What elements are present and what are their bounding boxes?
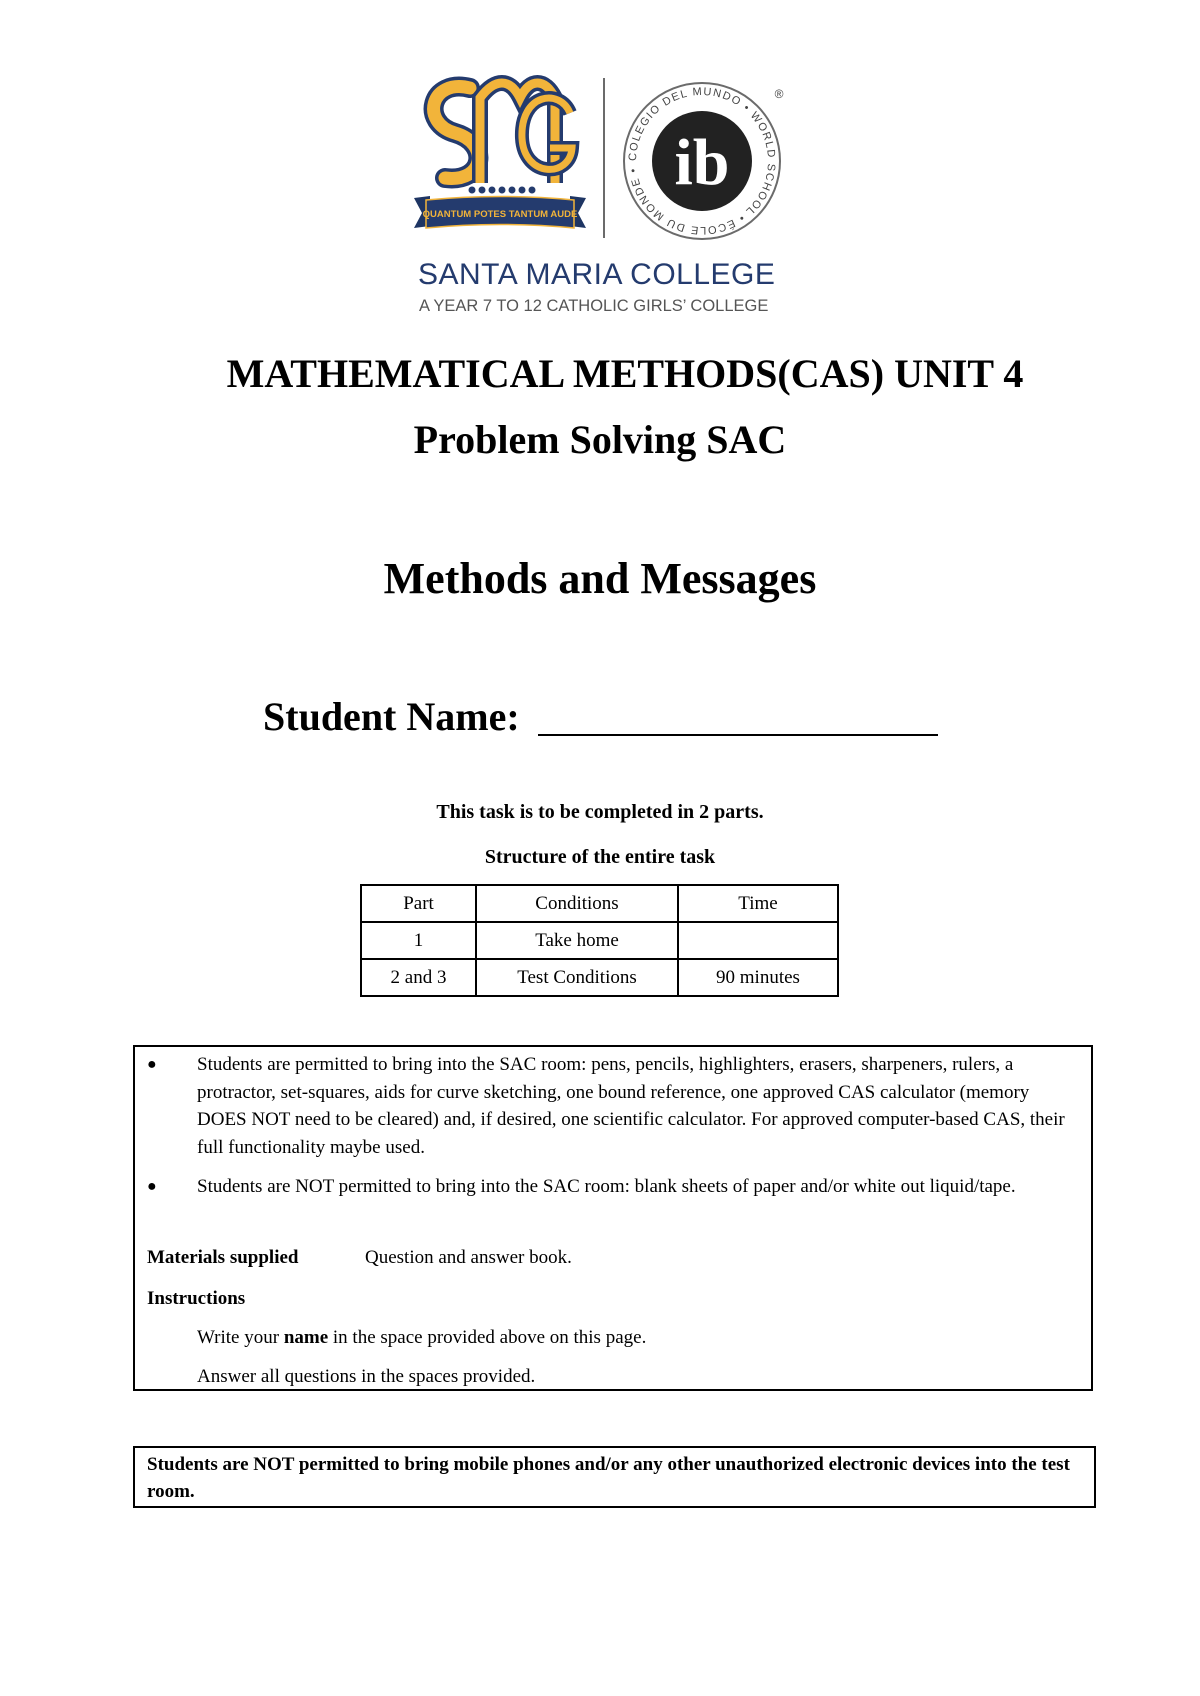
table-cell-time — [678, 922, 838, 959]
instruction-emphasis: all — [260, 1366, 280, 1387]
table-row — [361, 922, 838, 959]
instructions-heading: Instructions — [147, 1288, 246, 1309]
table-row — [361, 959, 838, 996]
instruction-text: questions in the spaces provided. — [279, 1366, 536, 1387]
smc-crest-logo — [410, 68, 590, 243]
column-header-part: Part — [361, 885, 476, 922]
logo-divider — [603, 78, 605, 238]
rule-text: Students are permitted to bring into the SAC room: pens, pencils, highlighters, erasers, sharpeners, rulers, a protractor, set-squares, aids for curve sketching, one bound reference, one approved CAS calculator (memory DOES NOT need to be cleared) and, if desired, one scientific calculator. For approved computer-based CAS, their full functionality maybe used. — [197, 1054, 1065, 1158]
rules-box — [133, 1045, 1093, 1391]
instruction-text: Write your — [197, 1327, 284, 1348]
instruction-text: Answer — [197, 1366, 261, 1387]
registered-mark: ® — [774, 87, 784, 101]
ib-ring-text: COLEGIO DEL MUNDO • WORLD SCHOOL • ÉCOLE DU MONDE • — [626, 85, 778, 237]
college-name: SANTA MARIA COLLEGE — [418, 258, 776, 291]
ib-world-school-seal — [617, 76, 787, 246]
ib-mark: ib — [674, 126, 730, 199]
materials-row — [147, 1244, 572, 1272]
structure-heading: Structure of the entire task — [484, 846, 716, 868]
table-cell-conditions: Test Conditions — [476, 959, 678, 996]
table-header-row — [361, 885, 838, 922]
instruction-text: in the space provided above on this page. — [328, 1327, 647, 1348]
materials-value: Question and answer book. — [365, 1247, 572, 1268]
crest-motto: QUANTUM POTES TANTUM AUDE — [422, 209, 578, 220]
sub-title: Problem Solving SAC — [413, 417, 787, 462]
main-title: MATHEMATICAL METHODS(CAS) UNIT 4 — [226, 351, 1024, 396]
structure-table — [360, 884, 839, 997]
instruction-item — [197, 1363, 535, 1391]
table-cell-conditions: Take home — [476, 922, 678, 959]
materials-label: Materials supplied — [147, 1247, 299, 1268]
parts-note: This task is to be completed in 2 parts. — [436, 801, 764, 823]
bullet-icon: ● — [147, 1056, 157, 1073]
student-name-label: Student Name: — [263, 694, 520, 739]
rule-text: Students are NOT permitted to bring into the SAC room: blank sheets of paper and/or white out liquid/tape. — [197, 1176, 1016, 1197]
student-name-field[interactable] — [538, 734, 938, 736]
column-header-time: Time — [678, 885, 838, 922]
college-logo — [410, 68, 790, 328]
instruction-item — [197, 1324, 646, 1352]
table-cell-time: 90 minutes — [678, 959, 838, 996]
electronic-devices-warning: Students are NOT permitted to bring mobile phones and/or any other unauthorized electronic devices into the test room. — [133, 1446, 1096, 1508]
column-header-conditions: Conditions — [476, 885, 678, 922]
college-tagline: A YEAR 7 TO 12 CATHOLIC GIRLS’ COLLEGE — [419, 297, 769, 315]
table-cell-part: 2 and 3 — [361, 959, 476, 996]
instruction-emphasis: name — [283, 1327, 329, 1348]
table-cell-part: 1 — [361, 922, 476, 959]
bullet-icon: ● — [147, 1178, 157, 1195]
task-title: Methods and Messages — [383, 554, 817, 603]
